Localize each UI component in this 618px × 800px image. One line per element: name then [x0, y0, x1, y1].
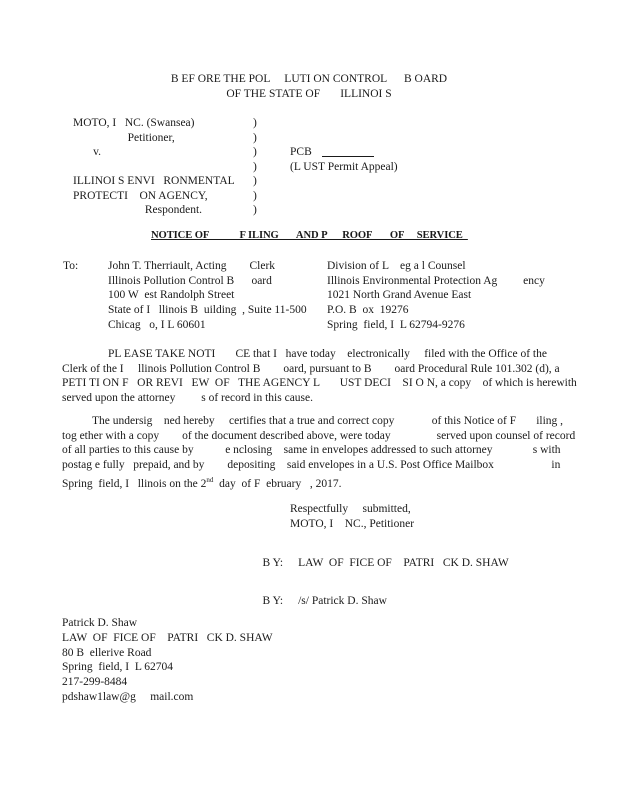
pcb-case-number	[290, 145, 598, 160]
petitioner-role-label: Petitioner,	[73, 131, 175, 144]
certificate-paragraph-line: The undersig ned hereby certifies that a true and correct copy of this Notice of F iling ,	[92, 415, 564, 427]
caption-row	[73, 116, 598, 131]
caption-right-blank	[290, 131, 598, 146]
attorney-city: Spring field, I L 62704	[62, 661, 174, 674]
notice-title: NOTICE OF F ILING AND P ROOF OF SERVICE	[151, 230, 468, 241]
caption-right-blank	[290, 203, 598, 218]
pcb-case-number-blank-line	[322, 156, 374, 157]
notice-paragraph-line: Clerk of the I llinois Pollution Control B oard, pursuant to B oard Procedural Rule 101.302 (d), a	[62, 362, 560, 375]
caption-row	[73, 160, 598, 175]
respondent-party-name-line1: ILLINOI S ENVI RONMENTAL	[73, 175, 235, 187]
clerk-address-line: John T. Therriault, Acting Clerk	[108, 260, 276, 272]
certificate-paragraph-line: postag e fully prepaid, and by depositing said envelopes in a U.S. Post Office Mailbox in	[62, 459, 561, 472]
notice-paragraph-line: served upon the attorney s of record in this cause.	[62, 391, 314, 404]
caption-paren: )	[253, 175, 257, 187]
counsel-address-block	[327, 259, 545, 333]
caption-paren: )	[253, 117, 257, 129]
date-superscript: nd	[206, 475, 214, 484]
attorney-email: pdshaw1law@g mail.com	[62, 690, 194, 703]
petitioner-signature-line: MOTO, I NC., Petitioner	[290, 517, 415, 530]
counsel-address-line: P.O. B ox 19276	[327, 304, 409, 317]
certificate-paragraph-date-line	[62, 473, 575, 492]
date-line-start: Spring field, I llinois on the 2	[62, 477, 207, 490]
attorney-name: Patrick D. Shaw	[62, 617, 138, 629]
by-label: B Y:	[262, 557, 284, 569]
court-header-line1: B EF ORE THE POL LUTI ON CONTROL B OARD	[170, 73, 448, 85]
caption-row	[73, 131, 598, 146]
attorney-firm: LAW OF FICE OF PATRI CK D. SHAW	[62, 631, 273, 644]
notice-paragraph-line: PL EASE TAKE NOTI CE that I have today electronically filed with the Office of the	[108, 348, 547, 360]
certificate-paragraph-line: tog ether with a copy of the document described above, were today served upon counsel of record	[62, 429, 576, 442]
closing-block	[290, 502, 414, 531]
clerk-address-line: State of I llinois B uilding , Suite 11-500	[108, 304, 307, 317]
caption-right-blank	[290, 174, 598, 189]
lust-permit-appeal-label: (L UST Permit Appeal)	[290, 160, 398, 173]
notice-paragraph	[62, 347, 577, 405]
certificate-paragraph	[62, 414, 575, 491]
court-header-line2: OF THE STATE OF ILLINOI S	[226, 88, 392, 100]
case-caption	[73, 116, 598, 218]
petitioner-party-name: MOTO, I NC. (Swansea)	[73, 117, 195, 129]
caption-row	[73, 203, 598, 218]
pcb-case-number-label: PCB	[290, 146, 312, 158]
clerk-address-block	[108, 259, 327, 333]
caption-paren: )	[253, 131, 257, 144]
respondent-party-name-line2: PROTECTI ON AGENCY,	[73, 189, 208, 202]
attorney-street: 80 B ellerive Road	[62, 646, 152, 659]
counsel-address-line: Division of L eg a l Counsel	[327, 260, 466, 272]
counsel-address-line: Spring field, I L 62794-9276	[327, 318, 465, 331]
court-header	[0, 72, 618, 102]
law-office-name: LAW OF FICE OF PATRI CK D. SHAW	[298, 557, 509, 569]
caption-left-blank	[73, 160, 253, 175]
respondent-role-label: Respondent.	[73, 204, 203, 216]
by-label: B Y:	[262, 595, 284, 607]
by-line-firm	[251, 545, 509, 581]
attorney-phone: 217-299-8484	[62, 676, 128, 689]
caption-right-blank	[290, 116, 598, 131]
clerk-address-line: Chicag o, I L 60601	[108, 318, 206, 331]
caption-right-blank	[290, 189, 598, 204]
clerk-address-line: Illinois Pollution Control B oard	[108, 274, 272, 287]
caption-row	[73, 145, 598, 160]
caption-paren: )	[253, 189, 257, 202]
notice-paragraph-line: PETI TI ON F OR REVI EW OF THE AGENCY L UST DECI SI O N, a copy of which is herewith	[62, 377, 577, 389]
caption-row	[73, 189, 598, 204]
caption-paren: )	[253, 160, 257, 173]
versus-label: v.	[73, 146, 102, 158]
clerk-address-line: 100 W est Randolph Street	[108, 289, 235, 302]
counsel-address-line: 1021 North Grand Avenue East	[327, 289, 472, 302]
electronic-signature: /s/ Patrick D. Shaw	[298, 595, 387, 607]
attorney-contact-block	[62, 616, 273, 705]
caption-paren: )	[253, 146, 257, 158]
service-list	[63, 259, 545, 333]
counsel-address-line: Illinois Environmental Protection Ag ency	[327, 274, 545, 287]
caption-row	[73, 174, 598, 189]
to-label: To:	[63, 260, 79, 272]
respectfully-submitted-line: Respectfully submitted,	[290, 503, 411, 515]
caption-paren: )	[253, 204, 257, 216]
certificate-paragraph-line: of all parties to this cause by e nclosing same in envelopes addressed to such attorney s with	[62, 444, 561, 457]
by-line-signature	[251, 583, 387, 619]
date-line-end: day of F ebruary , 2017.	[213, 477, 342, 490]
